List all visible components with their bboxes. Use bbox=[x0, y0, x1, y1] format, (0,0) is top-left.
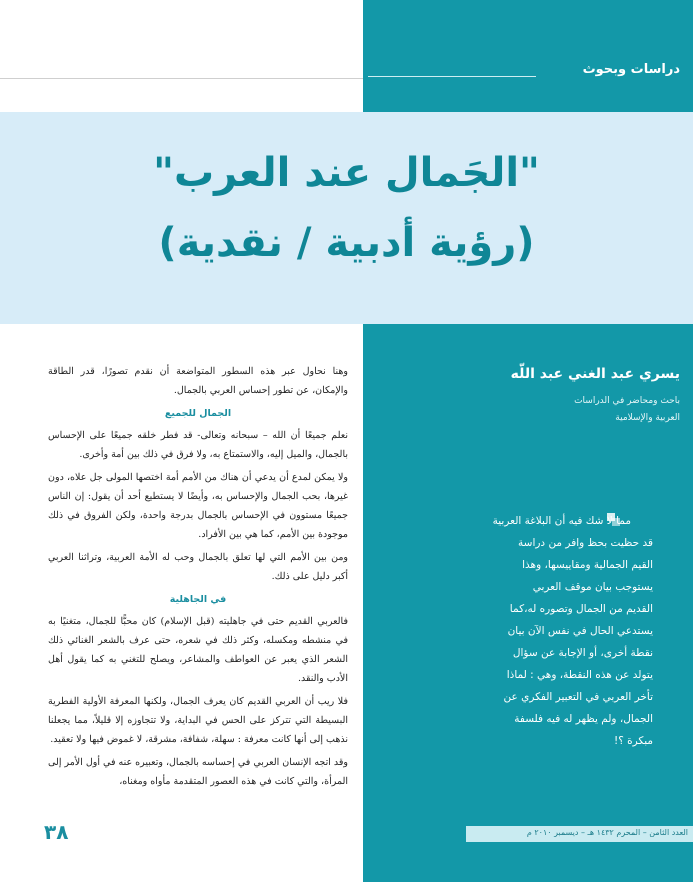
section-label: دراسات وبحوث bbox=[582, 62, 680, 77]
article-body bbox=[48, 362, 348, 795]
title-band bbox=[0, 112, 693, 324]
body-paragraph: ولا يمكن لمدع أن يدعي أن هناك من الأمم أمة اختصها المولى جل علاه، دون غيرها، بحب الجمال والإحساس به، وأيضًا لا يستطيع أحد أن يقول: إن الناس جميعًا مستوون في الإحساس بالجمال بدرجة واحدة، ولكن الفروق في ذلك موجودة بين الأمم، كما هي بين الأفراد. bbox=[48, 472, 348, 540]
pull-quote-line: نقطة أخرى، أو الإجابة عن سؤال bbox=[512, 647, 653, 659]
section-label-rule bbox=[368, 76, 536, 77]
author-description-line-2: العربية والإسلامية bbox=[615, 413, 680, 423]
pull-quote-line: مما لا شك فيه أن البلاغة العربية bbox=[492, 515, 631, 527]
page-number: ٣٨ bbox=[44, 820, 69, 844]
pull-quote-line: يتولد عن هذه النقطة، وهي : لماذا bbox=[506, 669, 653, 681]
subheading-pre-islamic: في الجاهلية bbox=[169, 594, 227, 605]
pull-quote-line: الجمال، ولم يظهر له فيه فلسفة bbox=[514, 713, 653, 725]
pull-quote-line: تأخر العربي في التعبير الفكري عن bbox=[503, 691, 653, 703]
body-paragraph: فلا ريب أن العربي القديم كان يعرف الجمال، ولكنها المعرفة الأولية الفطرية البسيطة التي تتركز على الحس في البداية، ولا تتجاوزه إلا قليلاً، مما يجعلنا نذهب إلى أنها كانت معرفة : سهلة، شفافة، مشرقة، لا غموض فيها ولا تعقيد. bbox=[48, 696, 348, 745]
author-description bbox=[440, 393, 680, 427]
body-paragraph: فالعربي القديم حتى في جاهليته (قبل الإسلام) كان محبًّا للجمال، متغنيًا به في منشطه ومكسله، وكثر ذلك في شعره، حتى عرف بالشعر الغنائي ذلك الشعر الذي يعبر عن العواطف والمشاعر، ويصلح للتغني به كما يقول أهل الأدب والنقد. bbox=[48, 616, 348, 684]
pull-quote-line: يستدعي الحال في نفس الآن بيان bbox=[507, 625, 653, 637]
pull-quote-line: القيم الجمالية ومقاييسها، وهذا bbox=[522, 559, 653, 571]
issue-info: العدد الثامن – المحرم ١٤٣٢ هـ – ديسمبر ٢٠١٠ م bbox=[526, 828, 688, 837]
pull-quote-line: مبكرة ؟! bbox=[613, 735, 653, 747]
author-name: يسري عبد الغني عبد اللّه bbox=[510, 366, 680, 382]
subheading-beauty-for-all: الجمال للجميع bbox=[164, 408, 232, 419]
article-title-line-2: (رؤية أدبية / نقدية) bbox=[158, 220, 535, 266]
article-title-line-1: "الجَمال عند العرب" bbox=[153, 150, 540, 196]
pull-quote-line: يستوجب بيان موقف العربي bbox=[532, 581, 653, 593]
body-paragraph: ومن بين الأمم التي لها تعلق بالجمال وحب له الأمة العربية، وتراثنا العربي أكبر دليل على ذلك. bbox=[48, 552, 348, 582]
pull-quote-line: القديم من الجمال وتصوره له،كما bbox=[509, 603, 653, 615]
body-paragraph-intro: وهنا نحاول عبر هذه السطور المتواضعة أن نقدم تصورًا، قدر الطاقة والإمكان، عن تطور إحساس العربي بالجمال. bbox=[48, 366, 348, 396]
author-description-line-1: باحث ومحاضر في الدراسات bbox=[574, 396, 680, 406]
top-rule bbox=[0, 78, 363, 79]
body-paragraph: نعلم جميعًا أن الله – سبحانه وتعالى- قد فطر خلقه جميعًا على الإحساس بالجمال، والميل إليه، والاستمتاع به، ولا فرق في ذلك بين أمة وأخرى. bbox=[48, 430, 348, 460]
pull-quote bbox=[455, 510, 653, 752]
pull-quote-line: قد حظيت بحظ وافر من دراسة bbox=[518, 537, 653, 549]
body-paragraph: وقد اتجه الإنسان العربي في إحساسه بالجمال، وتعبيره عنه في أول الأمر إلى المرأة، والتي كانت في هذه العصور المتقدمة مأواه ومغناه، bbox=[48, 757, 348, 787]
